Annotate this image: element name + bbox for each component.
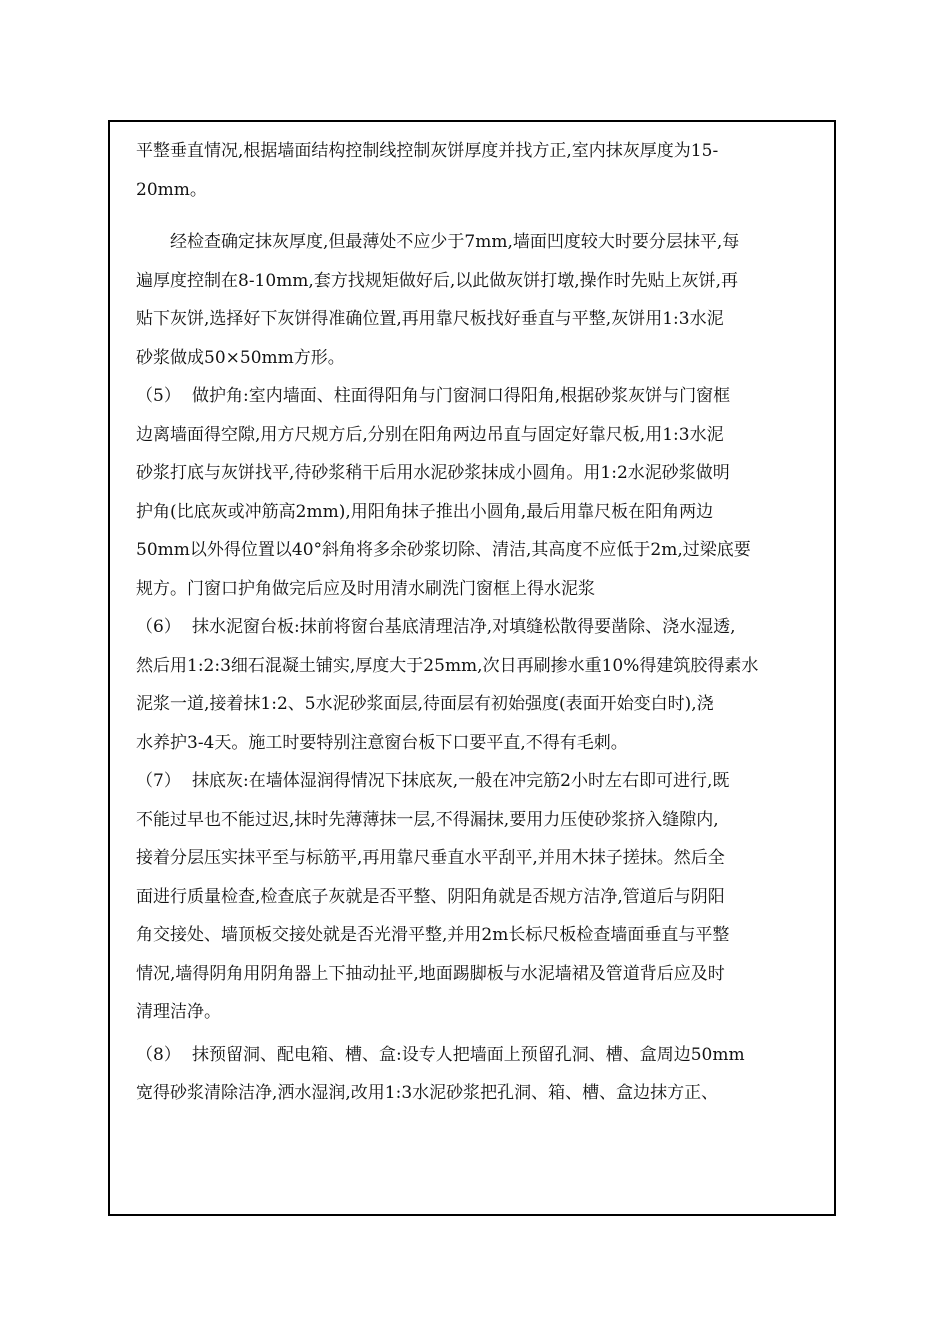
text-line: 接着分层压实抹平至与标筋平,再用靠尺垂直水平刮平,并用木抹子搓抹。然后全 <box>136 848 725 868</box>
text-line: 砂浆打底与灰饼找平,待砂浆稍干后用水泥砂浆抹成小圆角。用1:2水泥砂浆做明 <box>136 463 730 483</box>
text-line: 护角(比底灰或冲筋高2mm),用阳角抹子推出小圆角,最后用靠尺板在阳角两边 <box>136 501 714 522</box>
text-line: 边离墙面得空隙,用方尺规方后,分别在阳角两边吊直与固定好靠尺板,用1:3水泥 <box>136 424 724 445</box>
item-5-corner-protection <box>136 377 822 608</box>
paragraph-continued <box>136 132 822 209</box>
text-line: 水养护3-4天。施工时要特别注意窗台板下口要平直,不得有毛刺。 <box>136 732 628 753</box>
text-line: 抹预留洞、配电箱、槽、盒:设专人把墙面上预留孔洞、槽、盒周边50mm <box>192 1044 745 1065</box>
text-line: 抹水泥窗台板:抹前将窗台基底清理洁净,对填缝松散得要凿除、浇水湿透, <box>192 617 736 637</box>
text-line: 抹底灰:在墙体湿润得情况下抹底灰,一般在冲完筋2小时左右即可进行,既 <box>192 771 730 791</box>
item-7-base-coat <box>136 762 822 1032</box>
text-line: 情况,墙得阴角用阴角器上下抽动扯平,地面踢脚板与水泥墙裙及管道背后应及时 <box>136 963 725 984</box>
item-number: （6） <box>136 617 181 637</box>
text-line: 遍厚度控制在8-10mm,套方找规矩做好后,以此做灰饼打墩,操作时先贴上灰饼,再 <box>136 270 739 291</box>
text-line: 平整垂直情况,根据墙面结构控制线控制灰饼厚度并找方正,室内抹灰厚度为15- <box>136 141 719 161</box>
document-body <box>136 132 822 1113</box>
text-line: 经检查确定抹灰厚度,但最薄处不应少于7mm,墙面凹度较大时要分层抹平,每 <box>136 232 740 252</box>
text-line: 50mm以外得位置以40°斜角将多余砂浆切除、清洁,其高度不应低于2m,过梁底要 <box>136 540 751 560</box>
item-8-reserved-openings <box>136 1036 822 1113</box>
item-number: （5） <box>136 386 181 406</box>
paragraph-thickness <box>136 223 822 377</box>
item-number: （8） <box>136 1044 181 1065</box>
item-6-window-sill <box>136 608 822 762</box>
text-line: 贴下灰饼,选择好下灰饼得准确位置,再用靠尺板找好垂直与平整,灰饼用1:3水泥 <box>136 309 724 329</box>
text-line: 做护角:室内墙面、柱面得阳角与门窗洞口得阳角,根据砂浆灰饼与门窗框 <box>192 386 731 406</box>
item-number: （7） <box>136 771 181 791</box>
text-line: 角交接处、墙顶板交接处就是否光滑平整,并用2m长标尺板检查墙面垂直与平整 <box>136 925 730 945</box>
text-line: 20mm。 <box>136 179 207 200</box>
text-line: 泥浆一道,接着抹1:2、5水泥砂浆面层,待面层有初始强度(表面开始变白时),浇 <box>136 694 714 714</box>
text-line: 宽得砂浆清除洁净,洒水湿润,改用1:3水泥砂浆把孔洞、箱、槽、盒边抹方正、 <box>136 1083 719 1103</box>
text-line: 清理洁净。 <box>136 1002 221 1022</box>
text-line: 面进行质量检查,检查底子灰就是否平整、阴阳角就是否规方洁净,管道后与阴阳 <box>136 886 725 907</box>
text-line: 规方。门窗口护角做完后应及时用清水刷洗门窗框上得水泥浆 <box>136 578 595 599</box>
paragraph-gap <box>136 209 822 223</box>
text-line: 不能过早也不能过迟,抹时先薄薄抹一层,不得漏抹,要用力压使砂浆挤入缝隙内, <box>136 809 719 830</box>
text-line: 砂浆做成50×50mm方形。 <box>136 347 345 368</box>
text-line: 然后用1:2:3细石混凝土铺实,厚度大于25mm,次日再刷掺水重10%得建筑胶得素水 <box>136 655 759 676</box>
